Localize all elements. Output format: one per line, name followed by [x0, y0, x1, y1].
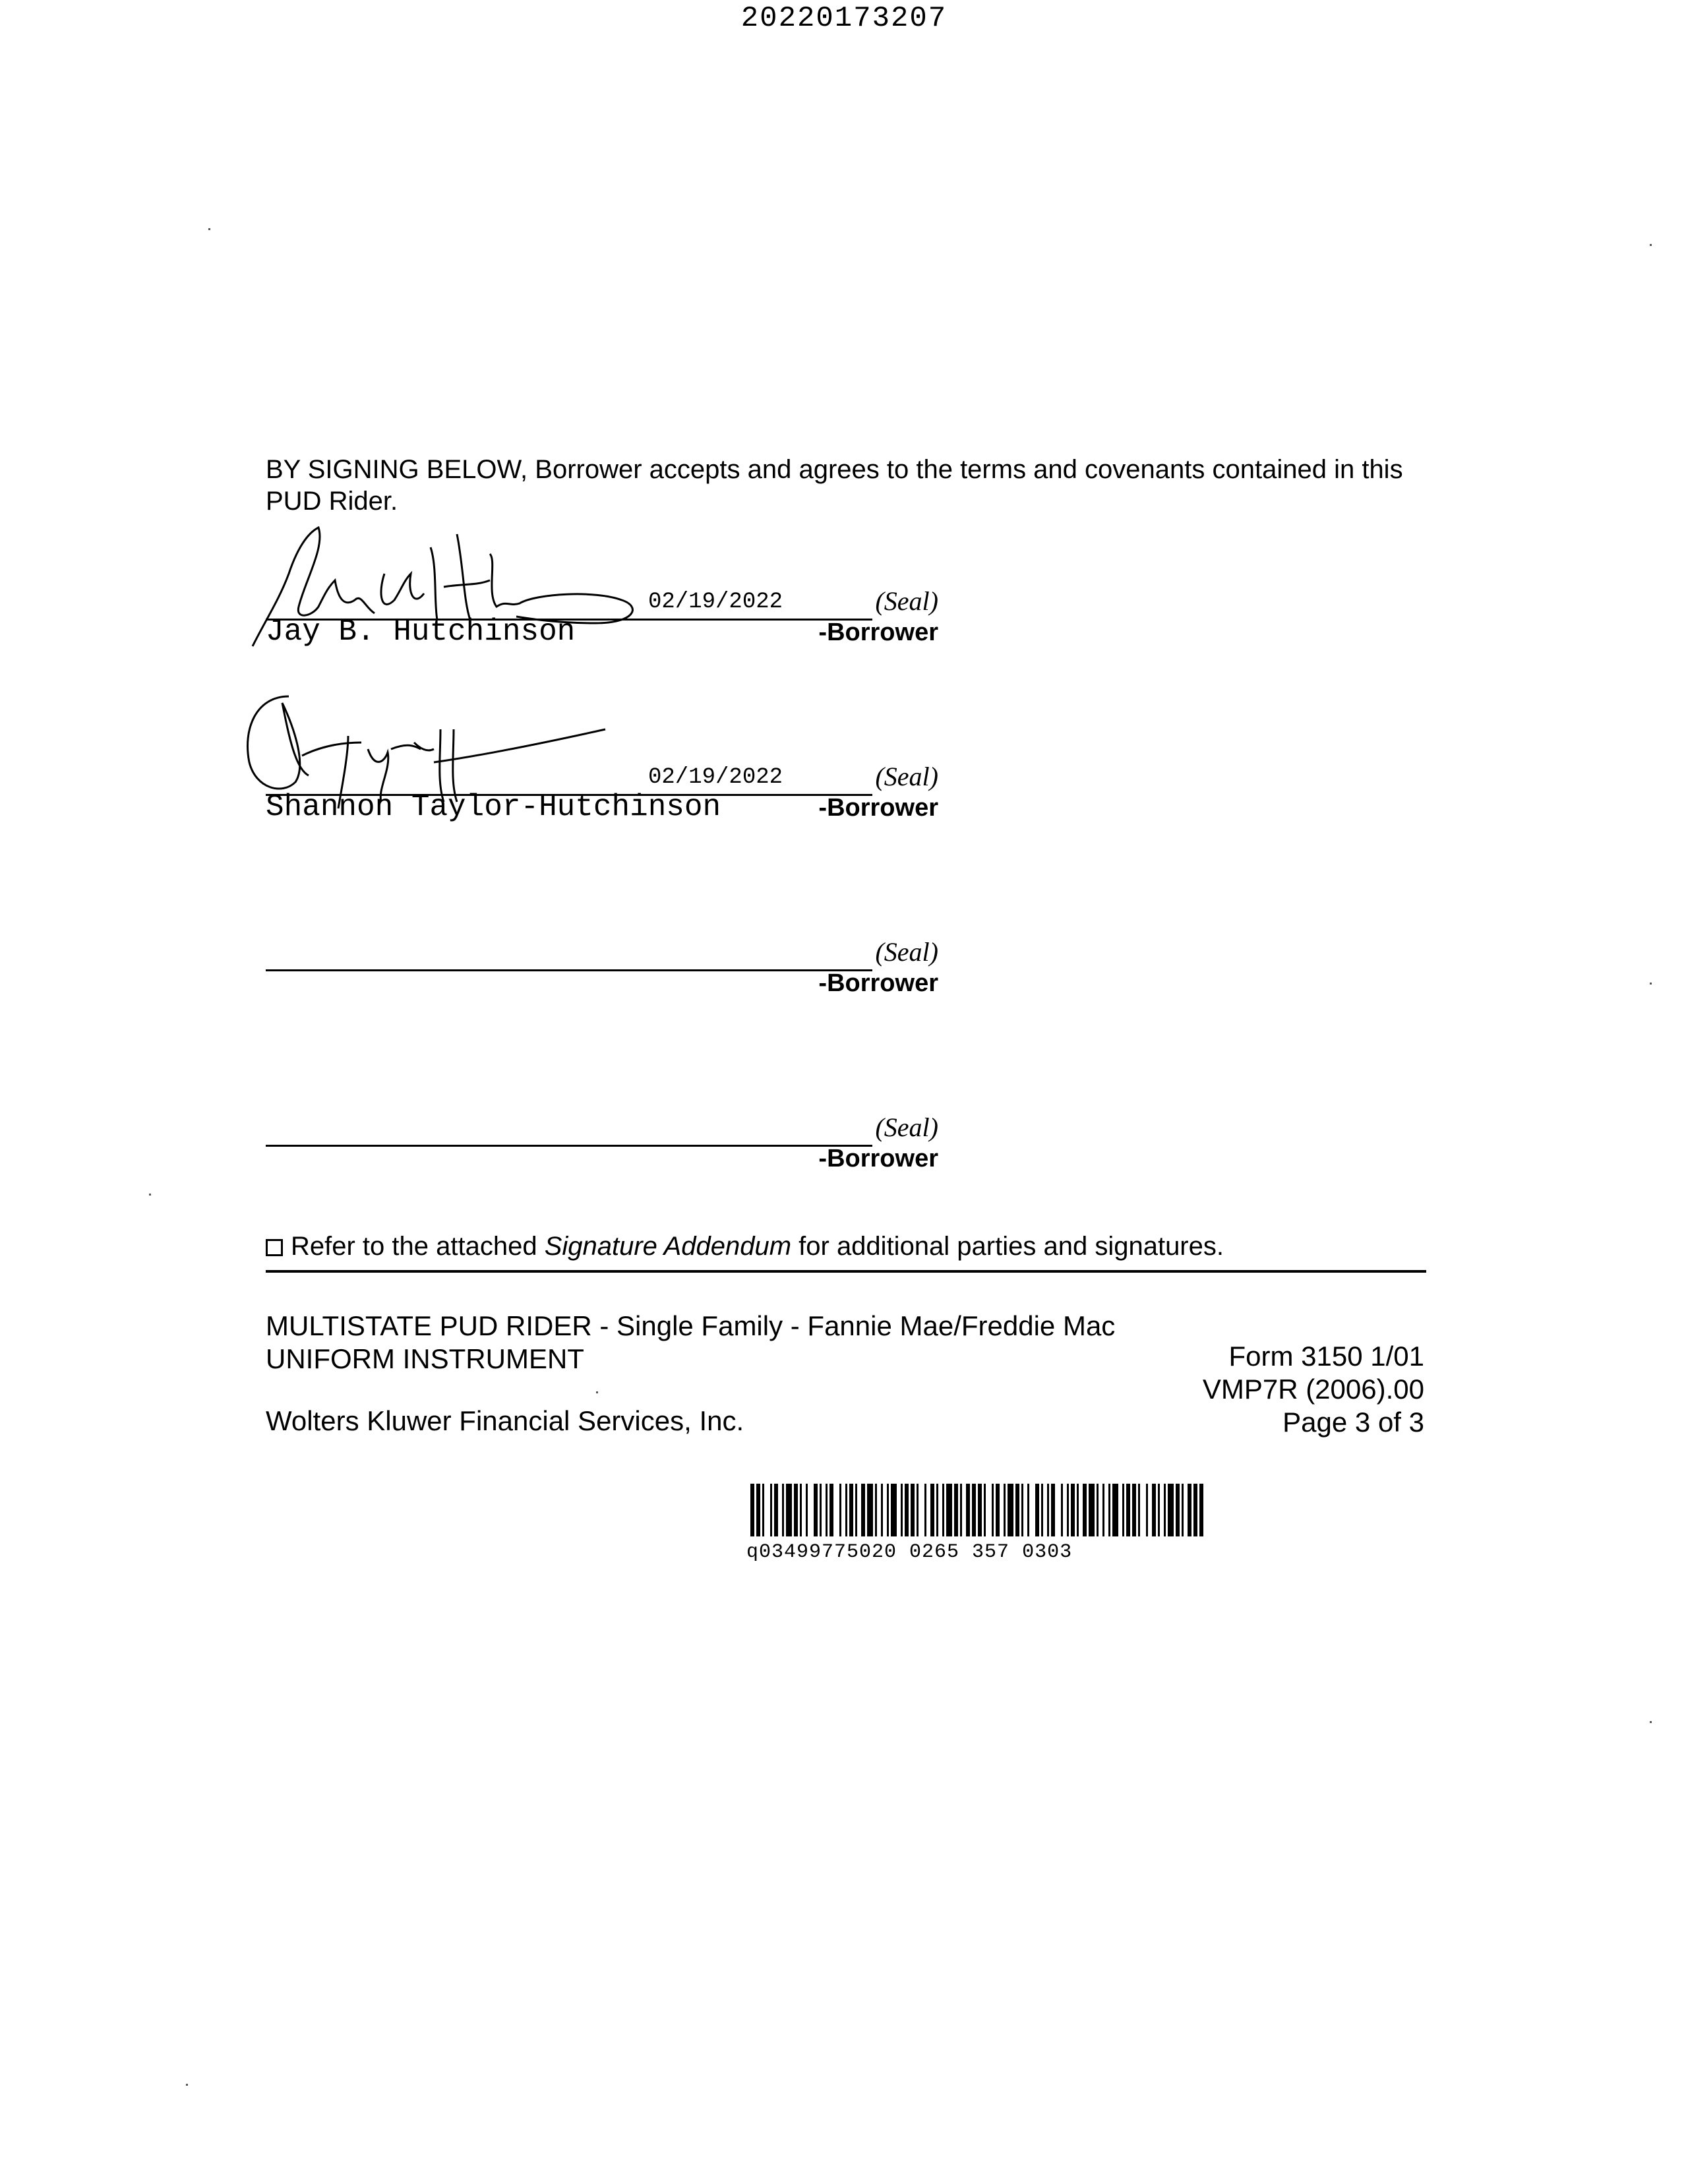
barcode-bar	[1027, 1484, 1029, 1536]
form-title-line-1: MULTISTATE PUD RIDER - Single Family - Fannie Mae/Freddie Mac	[266, 1310, 1116, 1341]
seal-label-2: (Seal)	[875, 762, 938, 791]
barcode-bar	[1193, 1484, 1197, 1536]
borrower-role-2: -Borrower	[818, 794, 938, 822]
barcode-bar	[996, 1484, 1000, 1536]
barcode-bar	[1199, 1484, 1203, 1536]
barcode-bar	[756, 1484, 760, 1536]
barcode-bar	[1102, 1484, 1104, 1536]
barcode-bar	[855, 1484, 857, 1536]
seal-label-1: (Seal)	[875, 586, 938, 616]
barcode-bar	[1047, 1484, 1049, 1536]
borrower-role-4: -Borrower	[818, 1145, 938, 1172]
barcode-bar	[1051, 1484, 1055, 1536]
barcode-bar	[786, 1484, 792, 1536]
form-title	[266, 1310, 1115, 1376]
signature-date-1: 02/19/2022	[648, 590, 783, 615]
barcode	[746, 1484, 1208, 1563]
barcode-bar	[861, 1484, 865, 1536]
signature-block-1	[266, 580, 938, 659]
barcode-bar	[936, 1484, 938, 1536]
barcode-bar	[875, 1484, 877, 1536]
scan-speck	[149, 1194, 151, 1196]
barcode-bar	[1004, 1484, 1006, 1536]
barcode-bar	[1112, 1484, 1118, 1536]
form-identifiers	[1203, 1340, 1424, 1439]
barcode-bar	[1138, 1484, 1140, 1536]
seal-label-3: (Seal)	[875, 937, 938, 967]
publisher: Wolters Kluwer Financial Services, Inc.	[266, 1405, 744, 1436]
signature-date-2: 02/19/2022	[648, 765, 783, 790]
barcode-bar	[1041, 1484, 1043, 1536]
barcode-bar	[1188, 1484, 1191, 1536]
barcode-bars	[746, 1484, 1208, 1538]
barcode-bar	[1132, 1484, 1136, 1536]
barcode-bar	[954, 1484, 958, 1536]
barcode-bar	[1008, 1484, 1013, 1536]
barcode-bar	[826, 1484, 828, 1536]
barcode-bar	[1097, 1484, 1099, 1536]
barcode-bar	[782, 1484, 784, 1536]
barcode-bar	[1122, 1484, 1124, 1536]
barcode-bar	[774, 1484, 778, 1536]
form-title-line-2: UNIFORM INSTRUMENT	[266, 1343, 584, 1374]
barcode-bar	[770, 1484, 772, 1536]
barcode-bar	[1176, 1484, 1180, 1536]
barcode-bar	[1083, 1484, 1087, 1536]
barcode-bar	[946, 1484, 952, 1536]
barcode-bar	[978, 1484, 982, 1536]
barcode-bar	[1158, 1484, 1160, 1536]
barcode-bar	[1021, 1484, 1023, 1536]
borrower-name-1: Jay B. Hutchinson	[266, 615, 576, 649]
barcode-bar	[1164, 1484, 1166, 1536]
addendum-suffix: for additional parties and signatures.	[791, 1232, 1224, 1261]
barcode-bar	[750, 1484, 754, 1536]
barcode-bar	[800, 1484, 802, 1536]
barcode-bar	[829, 1484, 833, 1536]
barcode-bar	[1152, 1484, 1156, 1536]
barcode-bar	[881, 1484, 883, 1536]
borrower-role-1: -Borrower	[818, 619, 938, 646]
barcode-bar	[1108, 1484, 1110, 1536]
page-number: Page 3 of 3	[1282, 1407, 1424, 1438]
barcode-bar	[992, 1484, 994, 1536]
scan-speck	[596, 1391, 598, 1393]
barcode-bar	[762, 1484, 764, 1536]
scan-speck	[186, 2084, 188, 2086]
barcode-bar	[794, 1484, 798, 1536]
addendum-italic: Signature Addendum	[544, 1232, 792, 1261]
signature-line-4	[266, 1145, 872, 1147]
signature-addendum-note	[266, 1230, 1426, 1262]
barcode-bar	[901, 1484, 903, 1536]
scan-speck	[208, 228, 210, 230]
signature-block-4	[266, 1107, 938, 1186]
addendum-divider	[266, 1270, 1426, 1273]
scan-speck	[1650, 983, 1652, 985]
form-number: Form 3150 1/01	[1228, 1341, 1424, 1372]
barcode-bar	[1077, 1484, 1079, 1536]
barcode-bar	[911, 1484, 915, 1536]
barcode-bar	[849, 1484, 853, 1536]
addendum-checkbox[interactable]	[266, 1239, 283, 1256]
scan-speck	[1650, 1721, 1652, 1723]
barcode-bar	[1126, 1484, 1130, 1536]
intro-paragraph: BY SIGNING BELOW, Borrower accepts and agrees to the terms and covenants contained in this PUD Rider.	[266, 455, 1403, 516]
barcode-bar	[1015, 1484, 1019, 1536]
barcode-bar	[820, 1484, 822, 1536]
document-number: 20220173207	[740, 2, 948, 35]
barcode-bar	[972, 1484, 976, 1536]
addendum-prefix: Refer to the attached	[291, 1232, 545, 1261]
signature-block-2	[266, 756, 938, 835]
barcode-bar	[891, 1484, 897, 1536]
barcode-bar	[930, 1484, 934, 1536]
barcode-bar	[960, 1484, 962, 1536]
barcode-bar	[806, 1484, 808, 1536]
barcode-bar	[905, 1484, 909, 1536]
barcode-text: q03499775020 0265 357 0303	[746, 1541, 1073, 1563]
barcode-bar	[966, 1484, 970, 1536]
barcode-bar	[1035, 1484, 1039, 1536]
barcode-bar	[1067, 1484, 1069, 1536]
barcode-bar	[1182, 1484, 1184, 1536]
signature-block-3	[266, 931, 938, 1010]
barcode-bar	[1061, 1484, 1063, 1536]
barcode-bar	[984, 1484, 986, 1536]
barcode-bar	[814, 1484, 818, 1536]
seal-label-4: (Seal)	[875, 1112, 938, 1142]
signature-line-3	[266, 969, 872, 971]
barcode-bar	[942, 1484, 944, 1536]
barcode-bar	[1146, 1484, 1148, 1536]
barcode-bar	[845, 1484, 847, 1536]
barcode-bar	[1089, 1484, 1095, 1536]
barcode-bar	[887, 1484, 889, 1536]
barcode-bar	[924, 1484, 926, 1536]
barcode-bar	[867, 1484, 873, 1536]
borrower-role-3: -Borrower	[818, 969, 938, 997]
barcode-bar	[917, 1484, 919, 1536]
borrower-name-2: Shannon Taylor-Hutchinson	[266, 790, 721, 824]
scan-speck	[1650, 244, 1652, 246]
barcode-bar	[839, 1484, 841, 1536]
vmp-number: VMP7R (2006).00	[1202, 1374, 1424, 1405]
barcode-bar	[1168, 1484, 1174, 1536]
barcode-bar	[1071, 1484, 1075, 1536]
